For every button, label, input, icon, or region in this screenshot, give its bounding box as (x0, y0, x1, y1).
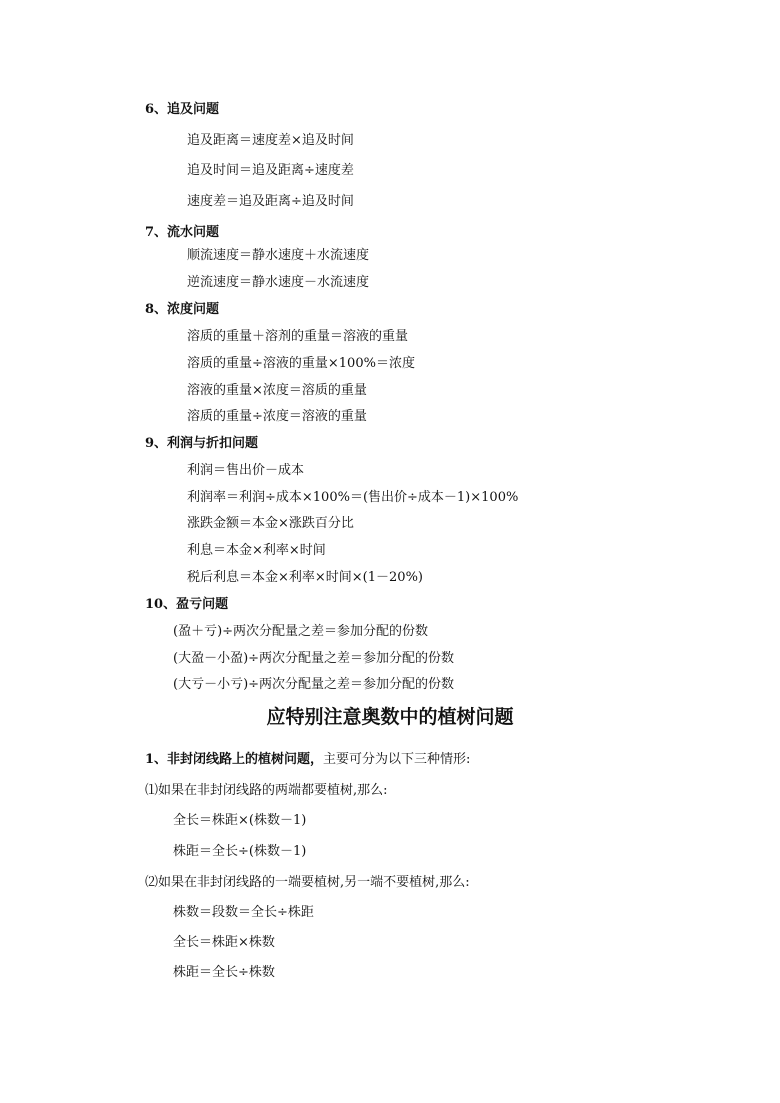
formula-line: 溶质的重量＋溶剂的重量＝溶液的重量 (187, 329, 409, 344)
formula-line: 税后利息＝本金×利率×时间×(1－20%) (187, 570, 423, 585)
section-heading: 8、浓度问题 (145, 302, 220, 317)
tree-lead-rest: 主要可分为以下三种情形: (323, 752, 471, 767)
tree-lead-bold: 1、非封闭线路上的植树问题， (145, 752, 324, 767)
formula-line: 溶质的重量÷浓度＝溶液的重量 (187, 409, 367, 424)
formula-line: 逆流速度＝静水速度－水流速度 (187, 275, 370, 290)
formula-line: 利润率＝利润÷成本×100%＝(售出价÷成本－1)×100% (187, 490, 519, 505)
case-heading: ⑴如果在非封闭线路的两端都要植树,那么: (145, 783, 388, 798)
tree-lead (145, 752, 470, 768)
formula-line: 溶质的重量÷溶液的重量×100%＝浓度 (187, 356, 415, 371)
formula-line: 全长＝株距×株数 (173, 935, 275, 950)
formula-line: 株距＝全长÷(株数－1) (173, 844, 307, 859)
formula-line: 顺流速度＝静水速度＋水流速度 (187, 248, 370, 263)
formula-line: (大盈－小盈)÷两次分配量之差＝参加分配的份数 (173, 651, 455, 666)
section-heading: 7、流水问题 (145, 225, 220, 240)
formula-line: 株距＝全长÷株数 (173, 965, 275, 980)
formula-line: 利息＝本金×利率×时间 (187, 543, 326, 558)
formula-line: (盈＋亏)÷两次分配量之差＝参加分配的份数 (173, 624, 429, 639)
formula-line: 全长＝株距×(株数－1) (173, 813, 307, 828)
formula-line: 涨跌金额＝本金×涨跌百分比 (187, 516, 354, 531)
formula-line: 追及时间＝追及距离÷速度差 (187, 163, 354, 178)
section-heading: 9、利润与折扣问题 (145, 436, 259, 451)
section-heading: 10、盈亏问题 (145, 597, 229, 612)
section-heading: 6、追及问题 (145, 102, 220, 117)
page-title: 应特别注意奥数中的植树问题 (266, 706, 514, 728)
formula-line: 追及距离＝速度差×追及时间 (187, 133, 354, 148)
formula-line: (大亏－小亏)÷两次分配量之差＝参加分配的份数 (173, 677, 455, 692)
formula-line: 利润＝售出价－成本 (187, 463, 305, 478)
case-heading: ⑵如果在非封闭线路的一端要植树,另一端不要植树,那么: (145, 875, 470, 890)
formula-line: 株数＝段数＝全长÷株距 (173, 905, 314, 920)
formula-line: 溶液的重量×浓度＝溶质的重量 (187, 383, 367, 398)
formula-line: 速度差＝追及距离÷追及时间 (187, 194, 354, 209)
